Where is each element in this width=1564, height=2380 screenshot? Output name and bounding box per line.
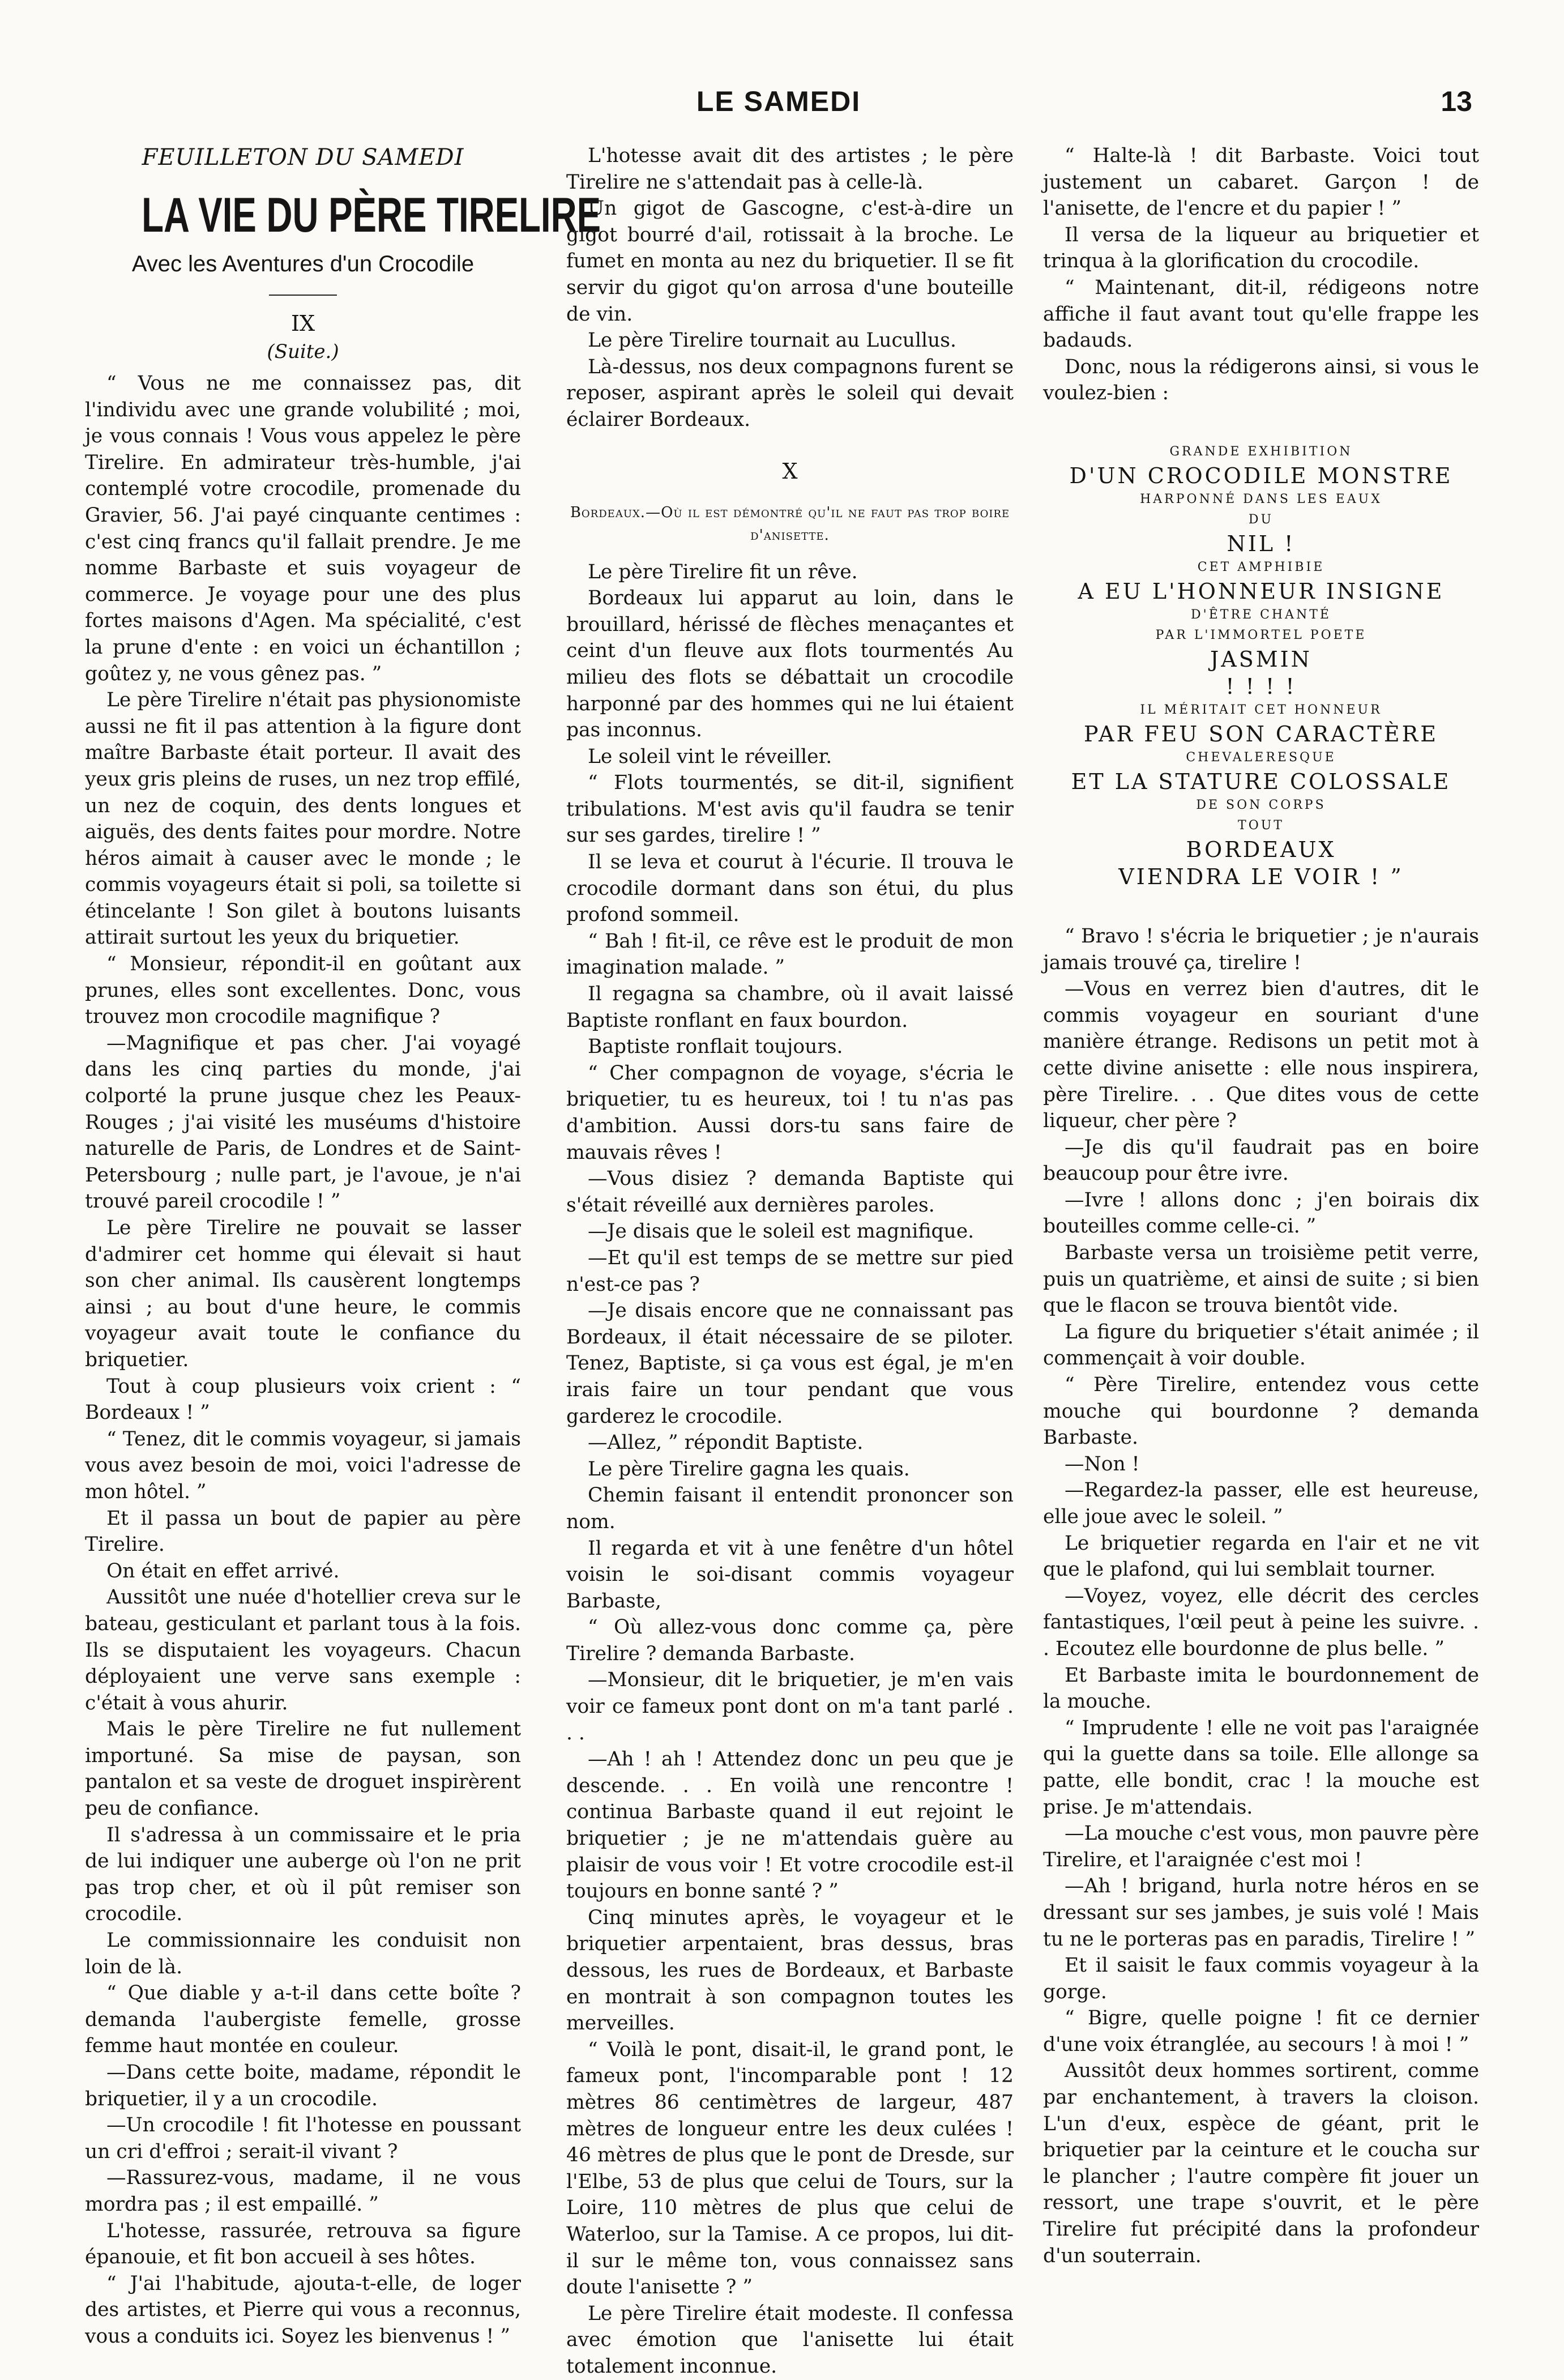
poster-line: DU: [1248, 512, 1274, 527]
paragraph: L'hotesse avait dit des artistes ; le père Tirelire ne s'attendait pas à celle-là.: [566, 144, 1014, 194]
paragraph: —Voyez, voyez, elle décrit des cercles fantastiques, l'œil peut à peine les suivre. . . Ecoutez elle bourdonne de plus belle. ”: [1043, 1584, 1479, 1660]
column-3-body-top: [1043, 143, 1479, 407]
poster-line: ! ! ! !: [1225, 673, 1297, 699]
column-3-body: [1043, 923, 1479, 2269]
paragraph: Mais le père Tirelire ne fut nullement importuné. Sa mise de paysan, son pantalon et sa veste de droguet inspirèrent peu de confiance.: [85, 1718, 521, 1820]
chapter-number: IX: [290, 311, 315, 336]
paragraph: Aussitôt deux hommes sortirent, comme par enchantement, à travers la cloison. L'un d'eux, espèce de géant, prit le briquetier par la ceinture et le coucha sur le plancher ; l'autre compère fit jouer un ressort, une trape s'ouvrit, et le père Tirelire fut précipité dans la profondeur d'un souterrain.: [1043, 2059, 1479, 2267]
paragraph: —Je disais encore que ne connaissant pas Bordeaux, il était nécessaire de se piloter. Tenez, Baptiste, si ça vous est égal, je m'en irais faire un tour pendant que vous garderez le crocodile.: [566, 1299, 1014, 1428]
paragraph: “ Vous ne me connaissez pas, dit l'individu avec une grande volubilité ; moi, je vous connais ! Vous vous appelez le père Tirelire. En admirateur très-humble, j'ai contemplé votre crocodile, promenade du Gravier, 56. J'ai payé cinquante centimes : c'est cinq francs qu'il fallait prendre. Je me nomme Barbaste et suis voyageur de commerce. Je voyage pour une des plus fortes maisons d'Agen. Ma spécialité, c'est la prune d'ente : en voici un échantillon ; goûtez y, ne vous gênez pas. ”: [85, 372, 521, 685]
paragraph: —Ah ! ah ! Attendez donc un peu que je descende. . . En voilà une rencontre ! continua Barbaste quand il eut rejoint le briquetier ; je ne m'attendais guère au plaisir de vous voir ! Et votre crocodile est-il toujours en bonne santé ? ”: [566, 1748, 1014, 1903]
paragraph: “ Maintenant, dit-il, rédigeons notre affiche il faut avant tout qu'elle frappe les badauds.: [1043, 276, 1479, 352]
chapter-summary: Bordeaux.—Où il est démontré qu'il ne faut pas trop boire d'anisette.: [570, 504, 1010, 544]
paragraph: Aussitôt une nuée d'hotellier creva sur le bateau, gesticulant et parlant tous à la fois. Ils se disputaient les voyageurs. Chacun déployaient une verve sans exemple : c'était à vous ahurir.: [85, 1586, 521, 1714]
poster-line: PAR FEU SON CARACTÈRE: [1083, 721, 1439, 747]
paragraph: L'hotesse, rassurée, retrouva sa figure épanouie, et fit bon accueil à ses hôtes.: [85, 2219, 521, 2269]
poster-line: PAR L'IMMORTEL POETE: [1155, 628, 1367, 642]
paragraph: —Dans cette boite, madame, répondit le briquetier, il y a un crocodile.: [85, 2061, 521, 2110]
paragraph: —Monsieur, dit le briquetier, je m'en vais voir ce fameux pont dont on m'a tant parlé . . .: [566, 1669, 1014, 1745]
title-rule: [269, 295, 337, 296]
column-2: [566, 143, 1014, 2378]
column-1: [85, 143, 601, 2348]
paragraph: Un gigot de Gascogne, c'est-à-dire un gigot bourré d'ail, rotissait à la broche. Le fumet en monta au nez du briquetier. Il se fit servir du gigot qu'on arrosa d'une bouteille de vin.: [566, 197, 1014, 326]
story-title: LA VIE DU PÈRE TIRELIRE: [142, 188, 601, 242]
column-2-body-top: [566, 143, 1014, 433]
paragraph: “ Flots tourmentés, se dit-il, signifient tribulations. M'est avis qu'il faudra se tenir sur ses gardes, tirelire ! ”: [566, 771, 1014, 847]
poster-line: ET LA STATURE COLOSSALE: [1071, 769, 1451, 794]
paragraph: “ Que diable y a-t-il dans cette boîte ? demanda l'aubergiste femelle, grosse femme haut montée en couleur.: [85, 1982, 521, 2058]
suite-note: (Suite.): [267, 340, 339, 363]
paragraph: —Et qu'il est temps de se mettre sur pied n'est-ce pas ?: [566, 1246, 1014, 1296]
paragraph: “ Monsieur, répondit-il en goûtant aux prunes, elles sont excellentes. Donc, vous trouvez mon crocodile magnifique ?: [85, 953, 521, 1029]
paragraph: On était en effet arrivé.: [106, 1559, 340, 1583]
paragraph: Il regagna sa chambre, où il avait laissé Baptiste ronflant en faux bourdon.: [566, 983, 1014, 1032]
paragraph: —Allez, ” répondit Baptiste.: [588, 1431, 864, 1455]
column-3: [1043, 143, 1479, 2278]
paragraph: —La mouche c'est vous, mon pauvre père Tirelire, et l'araignée c'est moi !: [1043, 1822, 1479, 1871]
poster-line: CHEVALERESQUE: [1186, 750, 1336, 765]
paragraph: “ Tenez, dit le commis voyageur, si jamais vous avez besoin de moi, voici l'adresse de mon hôtel. ”: [85, 1427, 521, 1503]
paragraph: Barbaste versa un troisième petit verre, puis un quatrième, et ainsi de suite ; si bien que le flacon se trouva bientôt vide.: [1043, 1242, 1479, 1317]
masthead: LE SAMEDI: [696, 86, 861, 117]
paragraph: Le père Tirelire gagna les quais.: [588, 1457, 910, 1481]
paragraph: —Un crocodile ! fit l'hotesse en poussant un cri d'effroi ; serait-il vivant ?: [85, 2114, 521, 2163]
paragraph: “ Imprudente ! elle ne voit pas l'araignée qui la guette dans sa toile. Elle allonge sa patte, elle bondit, crac ! la mouche est prise. Je m'attendais.: [1043, 1716, 1479, 1819]
paragraph: “ Halte-là ! dit Barbaste. Voici tout justement un cabaret. Garçon ! de l'anisette, de l'encre et du papier ! ”: [1043, 144, 1479, 220]
poster-announcement: [1043, 442, 1479, 890]
paragraph: —Ah ! brigand, hurla notre héros en se dressant sur ses jambes, je suis volé ! Mais tu ne le porteras pas en paradis, Tirelire ! ”: [1043, 1875, 1479, 1951]
paragraph: Tout à coup plusieurs voix crient : “ Bordeaux ! ”: [85, 1375, 521, 1424]
paragraph: Il versa de la liqueur au briquetier et trinqua à la glorification du crocodile.: [1043, 223, 1479, 273]
poster-line: BORDEAUX: [1186, 837, 1336, 862]
paragraph: Cinq minutes après, le voyageur et le briquetier arpentaient, bras dessus, bras dessous, les rues de Bordeaux, et Barbaste en montrait à son compagnon toutes les merveilles.: [566, 1906, 1014, 2035]
chapter-number: X: [782, 458, 798, 484]
poster-line: TOUT: [1238, 818, 1284, 833]
column-2-body: [566, 559, 1014, 2380]
paragraph: “ Bah ! fit-il, ce rêve est le produit de mon imagination malade. ”: [566, 929, 1014, 979]
poster-line: DE SON CORPS: [1196, 797, 1326, 812]
paragraph: Le briquetier regarda en l'air et ne vit que le plafond, qui lui semblait tourner.: [1043, 1532, 1479, 1581]
poster-line: D'UN CROCODILE MONSTRE: [1069, 463, 1453, 488]
paragraph: Le commissionnaire les conduisit non loin de là.: [85, 1929, 521, 1978]
paragraph: Là-dessus, nos deux compagnons furent se reposer, aspirant après le soleil qui devait éclairer Bordeaux.: [566, 355, 1014, 431]
paragraph: Chemin faisant il entendit prononcer son nom.: [566, 1484, 1014, 1533]
paragraph: Le père Tirelire était modeste. Il confessa avec émotion que l'anisette lui était totalement inconnue.: [566, 2302, 1014, 2378]
paragraph: “ J'ai l'habitude, ajouta-t-elle, de loger des artistes, et Pierre qui vous a reconnus, vous a conduits ici. Soyez les bienvenus ! ”: [85, 2272, 521, 2348]
paragraph: —Rassurez-vous, madame, il ne vous mordra pas ; il est empaillé. ”: [85, 2166, 521, 2216]
page-header: [85, 85, 1472, 119]
paragraph: La figure du briquetier s'était animée ; il commençait à voir double.: [1043, 1320, 1479, 1370]
paragraph: “ Cher compagnon de voyage, s'écria le briquetier, tu es heureux, toi ! tu n'as pas d'ambition. Aussi dors-tu sans faire de mauvais rêves !: [566, 1061, 1014, 1164]
poster-line: HARPONNÉ DANS LES EAUX: [1140, 492, 1382, 506]
poster-line: CET AMPHIBIE: [1197, 560, 1325, 574]
feuilleton-kicker: FEUILLETON DU SAMEDI: [142, 144, 464, 170]
paragraph: Bordeaux lui apparut au loin, dans le brouillard, hérissé de flèches menaçantes et ceint d'un fleuve aux flots tourmentés Au milieu des flots se débattait un crocodile harponné par des hommes qui ne lui étaient pas inconnus.: [566, 587, 1014, 742]
paragraph: Et il passa un bout de papier au père Tirelire.: [85, 1507, 521, 1556]
poster-line: A EU L'HONNEUR INSIGNE: [1078, 578, 1445, 604]
poster-line: NIL !: [1227, 531, 1296, 556]
paragraph: Donc, nous la rédigerons ainsi, si vous le voulez-bien :: [1043, 355, 1479, 405]
paragraph: “ Voilà le pont, disait-il, le grand pont, le fameux pont, l'incomparable pont ! 12 mètres 86 centimètres de largeur, 487 mètres de longueur entre les deux culées ! 46 mètres de plus que le pont de Dresde, sur l'Elbe, 53 de plus que celui de Tours, sur la Loire, 110 mètres de plus que celui de Waterloo, sur la Tamise. A ce propos, lui dit-il sur le même ton, vous connaissez sans doute l'anisette ? ”: [566, 2038, 1014, 2299]
column-1-body: [85, 370, 521, 2350]
paragraph: —Je disais que le soleil est magnifique.: [588, 1220, 975, 1243]
paragraph: “ Bigre, quelle poigne ! fit ce dernier d'une voix étranglée, au secours ! à moi ! ”: [1043, 2007, 1479, 2056]
paragraph: —Vous disiez ? demanda Baptiste qui s'était réveillé aux dernières paroles.: [566, 1167, 1014, 1217]
paragraph: Baptiste ronflait toujours.: [588, 1035, 843, 1059]
paragraph: —Je dis qu'il faudrait pas en boire beaucoup pour être ivre.: [1043, 1136, 1479, 1185]
poster-line: VIENDRA LE VOIR ! ”: [1118, 864, 1404, 889]
paragraph: “ Père Tirelire, entendez vous cette mouche qui bourdonne ? demanda Barbaste.: [1043, 1374, 1479, 1449]
poster-line: GRANDE EXHIBITION: [1169, 444, 1353, 459]
paragraph: Il se leva et courut à l'écurie. Il trouva le crocodile dormant dans son étui, du plus profond sommeil.: [566, 851, 1014, 927]
paragraph: —Ivre ! allons donc ; j'en boirais dix bouteilles comme celle-ci. ”: [1043, 1188, 1479, 1238]
paragraph: Et Barbaste imita le bourdonnement de la mouche.: [1043, 1664, 1479, 1713]
paragraph: —Magnifique et pas cher. J'ai voyagé dans les cinq parties du monde, j'ai colporté la prune jusque chez les Peaux-Rouges ; j'ai visité les muséums d'histoire naturelle de Paris, de Londres et de Saint-Petersbourg ; nulle part, je l'avoue, je n'ai trouvé pareil crocodile ! ”: [85, 1031, 521, 1213]
paragraph: —Regardez-la passer, elle est heureuse, elle joue avec le soleil. ”: [1043, 1479, 1479, 1528]
poster-line: D'ÊTRE CHANTÉ: [1191, 607, 1331, 622]
paragraph: Il regarda et vit à une fenêtre d'un hôtel voisin le soi-disant commis voyageur Barbaste,: [566, 1537, 1014, 1613]
paragraph: Et il saisit le faux commis voyageur à la gorge.: [1043, 1954, 1479, 2003]
page-number: 13: [1441, 86, 1472, 117]
paragraph: —Vous en verrez bien d'autres, dit le commis voyageur en souriant d'une manière étrange. Redisons un petit mot à cette divine anisette : elle nous inspirera, père Tirelire. . . Que dites vous de cette liqueur, cher père ?: [1043, 978, 1479, 1133]
paragraph: —Non !: [1065, 1452, 1140, 1475]
paragraph: Le père Tirelire tournait au Lucullus.: [588, 329, 956, 352]
poster-line: IL MÉRITAIT CET HONNEUR: [1140, 702, 1382, 717]
paragraph: “ Bravo ! s'écria le briquetier ; je n'aurais jamais trouvé ça, tirelire !: [1043, 924, 1479, 974]
paragraph: Le père Tirelire fit un rêve.: [588, 560, 858, 583]
paragraph: Il s'adressa à un commissaire et le pria de lui indiquer une auberge où l'on ne prit pas trop cher, et où il pût remiser son crocodile.: [85, 1823, 521, 1926]
poster-line: JASMIN: [1210, 646, 1312, 672]
paragraph: Le père Tirelire ne pouvait se lasser d'admirer cet homme qui élevait si haut son cher animal. Ils causèrent longtemps ainsi ; au bout d'une heure, le commis voyageur avait toute le confiance du briquetier.: [85, 1217, 521, 1371]
story-subtitle: Avec les Aventures d'un Crocodile: [131, 251, 475, 276]
paragraph: Le soleil vint le réveiller.: [588, 745, 832, 768]
paragraph: “ Où allez-vous donc comme ça, père Tirelire ? demanda Barbaste.: [566, 1616, 1014, 1665]
paragraph: Le père Tirelire n'était pas physionomiste aussi ne fit il pas attention à la figure dont maître Barbaste était porteur. Il avait des yeux gris pleins de ruses, un nez trop effilé, un nez de coquin, des dents longues et aiguës, des dents faites pour mordre. Notre héros aimait à causer avec le monde ; le commis voyageurs était si poli, sa toilette si étincelante ! Son gilet à boutons luisants attirait surtout les yeux du briquetier.: [85, 689, 521, 949]
